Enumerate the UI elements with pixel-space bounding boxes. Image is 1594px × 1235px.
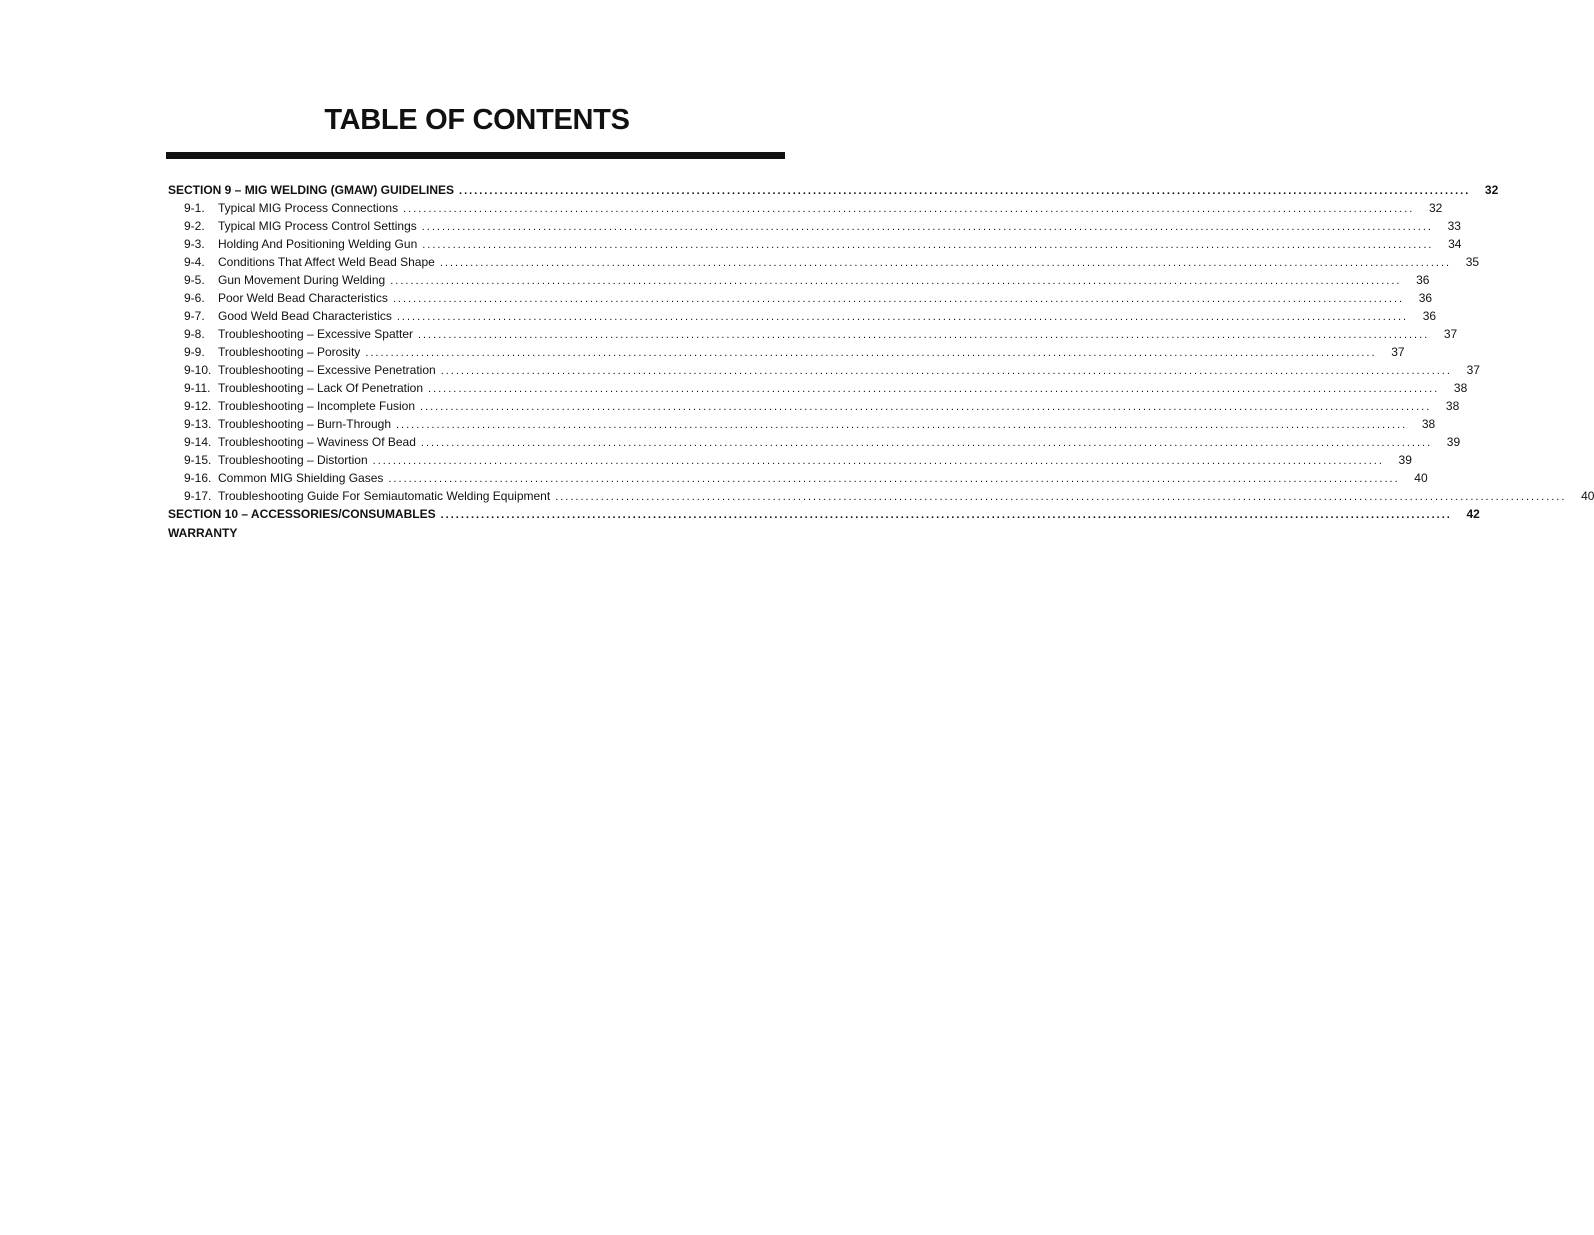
toc-item-label: Troubleshooting – Lack Of Penetration: [218, 381, 424, 395]
dot-leader: ........................................................................................................................................................................................................: [555, 491, 1567, 503]
toc-item-number: 9-1.: [184, 201, 205, 215]
toc-section-10[interactable]: [168, 505, 1480, 523]
toc-item[interactable]: [168, 235, 1462, 253]
toc-page-number: 38: [1445, 399, 1460, 413]
toc-page-number: 34: [1448, 237, 1462, 251]
toc-item-number: 9-10.: [184, 363, 212, 377]
toc-item[interactable]: [168, 415, 1436, 433]
dot-leader: ........................................................................................................................................................................................................: [365, 347, 1377, 359]
toc-page-number: 36: [1416, 273, 1430, 287]
toc-item-number: 9-5.: [184, 273, 205, 287]
dot-leader: ........................................................................................................................................................................................................: [396, 311, 1409, 323]
dot-leader: ........................................................................................................................................................................................................: [372, 455, 1384, 467]
toc-item-number: 9-14.: [184, 435, 212, 449]
toc-section-label: SECTION 10 – ACCESSORIES/CONSUMABLES: [168, 507, 436, 521]
toc-section-label: SECTION 9 – MIG WELDING (GMAW) GUIDELINES: [168, 183, 455, 197]
toc-item[interactable]: [168, 397, 1460, 415]
toc-page-number: 40: [1581, 489, 1594, 503]
toc-page-number: 42: [1466, 507, 1480, 521]
toc-item-label: Holding And Positioning Welding Gun: [218, 237, 418, 251]
toc-section-9[interactable]: [168, 181, 1499, 199]
table-of-contents: [168, 181, 1594, 543]
toc-item[interactable]: [168, 433, 1461, 451]
toc-item-number: 9-12.: [184, 399, 212, 413]
toc-item-number: 9-8.: [184, 327, 205, 341]
toc-page-number: 37: [1466, 363, 1480, 377]
toc-page-number: 32: [1484, 183, 1499, 197]
toc-item-label: Troubleshooting Guide For Semiautomatic Welding Equipment: [218, 489, 551, 503]
toc-item-label: Gun Movement During Welding: [218, 273, 386, 287]
toc-item[interactable]: [168, 271, 1430, 289]
dot-leader: ........................................................................................................................................................................................................: [388, 473, 1400, 485]
toc-item-label: Troubleshooting – Burn-Through: [218, 417, 391, 431]
dot-leader: ........................................................................................................................................................................................................: [396, 419, 1408, 431]
dot-leader: ........................................................................................................................................................................................................: [440, 365, 1452, 377]
toc-item-label: Good Weld Bead Characteristics: [218, 309, 392, 323]
dot-leader: ........................................................................................................................................................................................................: [421, 221, 1433, 233]
toc-item-number: 9-6.: [184, 291, 205, 305]
toc-warranty[interactable]: WARRANTY: [168, 526, 238, 540]
toc-item-label: Troubleshooting – Excessive Penetration: [218, 363, 436, 377]
dot-leader: ........................................................................................................................................................................................................: [439, 257, 1452, 269]
dot-leader: ........................................................................................................................................................................................................: [422, 239, 1434, 251]
toc-page-number: 35: [1465, 255, 1480, 269]
dot-leader: ........................................................................................................................................................................................................: [403, 203, 1415, 215]
toc-page-number: 36: [1422, 309, 1437, 323]
toc-item-number: 9-2.: [184, 219, 205, 233]
dot-leader: ........................................................................................................................................................................................................: [440, 509, 1452, 521]
toc-item[interactable]: [168, 361, 1480, 379]
dot-leader: ........................................................................................................................................................................................................: [459, 185, 1471, 197]
toc-page-number: 40: [1414, 471, 1428, 485]
toc-item-label: Troubleshooting – Incomplete Fusion: [218, 399, 416, 413]
page-title: TABLE OF CONTENTS: [324, 104, 630, 136]
toc-item-number: 9-11.: [184, 381, 211, 395]
toc-item-number: 9-9.: [184, 345, 205, 359]
toc-item-label: Common MIG Shielding Gases: [218, 471, 384, 485]
toc-item[interactable]: [168, 343, 1405, 361]
dot-leader: ........................................................................................................................................................................................................: [392, 293, 1405, 305]
toc-item-number: 9-4.: [184, 255, 205, 269]
toc-item[interactable]: [168, 451, 1412, 469]
dot-leader: ........................................................................................................................................................................................................: [420, 401, 1432, 413]
toc-item-label: Poor Weld Bead Characteristics: [218, 291, 388, 305]
toc-item[interactable]: [168, 469, 1428, 487]
toc-page-number: 39: [1446, 435, 1461, 449]
toc-item-list: [168, 199, 1594, 505]
toc-item[interactable]: [168, 289, 1433, 307]
toc-item-label: Typical MIG Process Connections: [218, 201, 399, 215]
toc-item-number: 9-13.: [184, 417, 212, 431]
toc-item-number: 9-16.: [184, 471, 212, 485]
toc-item-number: 9-7.: [184, 309, 205, 323]
dot-leader: ........................................................................................................................................................................................................: [428, 383, 1440, 395]
toc-page-number: 38: [1453, 381, 1468, 395]
toc-item[interactable]: [168, 253, 1480, 271]
dot-leader: ........................................................................................................................................................................................................: [390, 275, 1402, 287]
toc-item-label: Conditions That Affect Weld Bead Shape: [218, 255, 435, 269]
toc-page-number: 39: [1398, 453, 1412, 467]
toc-item-number: 9-3.: [184, 237, 205, 251]
title-divider: [166, 152, 785, 159]
toc-page-number: 37: [1443, 327, 1458, 341]
toc-item-label: Typical MIG Process Control Settings: [218, 219, 417, 233]
toc-item-label: Troubleshooting – Excessive Spatter: [218, 327, 413, 341]
toc-page-number: 33: [1447, 219, 1461, 233]
toc-page-number: 37: [1391, 345, 1405, 359]
dot-leader: ........................................................................................................................................................................................................: [418, 329, 1430, 341]
toc-item-label: Troubleshooting – Waviness Of Bead: [218, 435, 416, 449]
toc-page-number: 38: [1421, 417, 1436, 431]
toc-page-number: 36: [1418, 291, 1433, 305]
toc-item[interactable]: [168, 487, 1594, 505]
toc-item-label: Troubleshooting – Porosity: [218, 345, 361, 359]
toc-item[interactable]: [168, 199, 1443, 217]
toc-item-number: 9-15.: [184, 453, 212, 467]
toc-item[interactable]: [168, 325, 1458, 343]
toc-item-number: 9-17.: [184, 489, 212, 503]
toc-page-number: 32: [1428, 201, 1443, 215]
toc-item-label: Troubleshooting – Distortion: [218, 453, 368, 467]
toc-item[interactable]: [168, 217, 1461, 235]
toc-item[interactable]: [168, 379, 1468, 397]
dot-leader: ........................................................................................................................................................................................................: [420, 437, 1433, 449]
toc-item[interactable]: [168, 307, 1437, 325]
